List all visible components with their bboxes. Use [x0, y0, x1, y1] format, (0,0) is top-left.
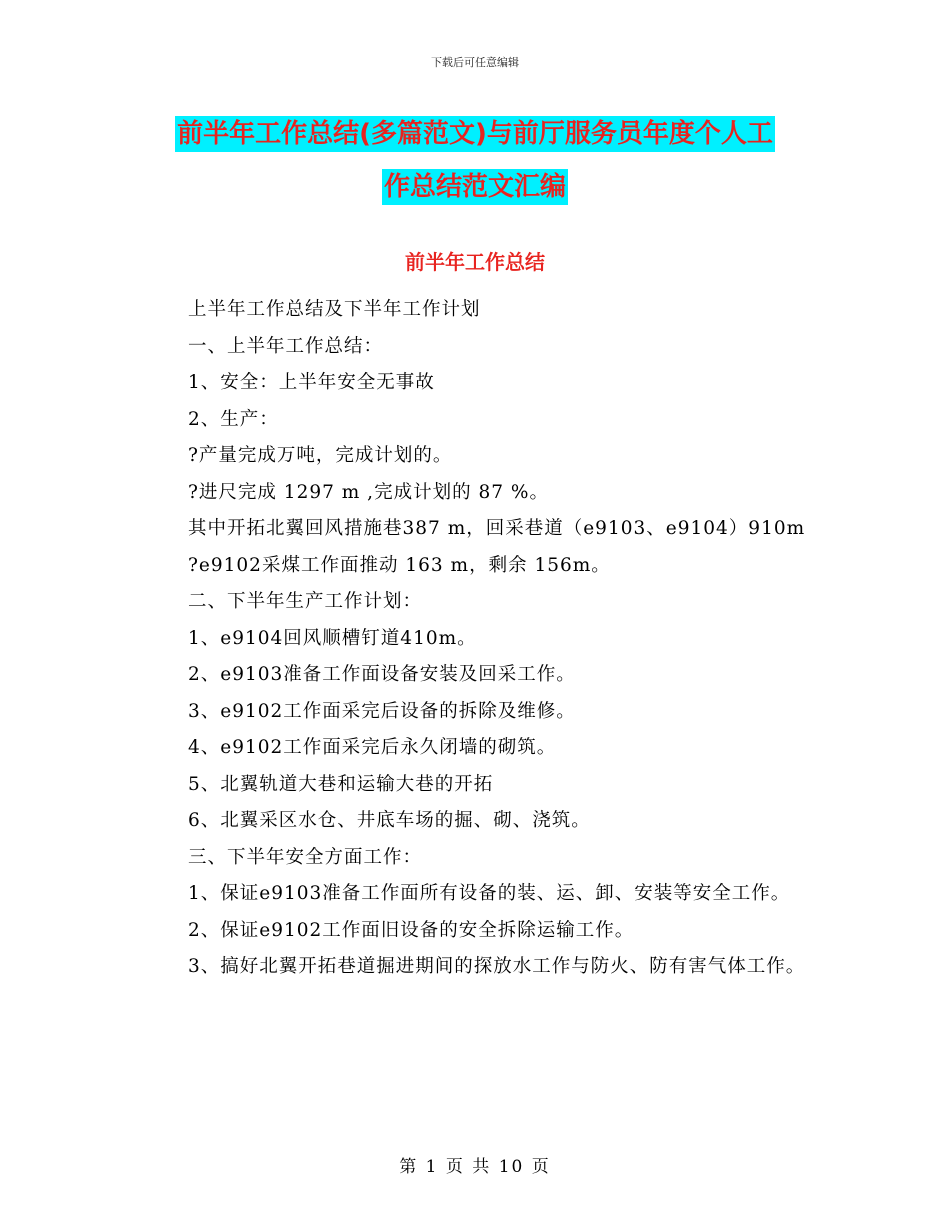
title-line-2: 作总结范文汇编	[382, 169, 568, 205]
paragraph: 6、北翼采区水仓、井底车场的掘、砌、浇筑。	[188, 810, 591, 831]
paragraph: 5、北翼轨道大巷和运输大巷的开拓	[188, 773, 494, 795]
paragraph: 4、e9102工作面采完后永久闭墙的砌筑。	[188, 737, 557, 758]
paragraph: 上半年工作总结及下半年工作计划	[188, 299, 481, 320]
page-footer: 第 1 页 共 10 页	[399, 1157, 551, 1177]
paragraph: 三、下半年安全方面工作：	[188, 846, 423, 868]
paragraph: 其中开拓北翼回风措施巷387 m，回采巷道（e9103、e9104）910m	[188, 518, 806, 539]
paragraph: 2、保证e9102工作面旧设备的安全拆除运输工作。	[188, 919, 635, 941]
title-line-1: 前半年工作总结(多篇范文)与前厅服务员年度个人工	[175, 116, 775, 152]
section-title: 前半年工作总结	[405, 250, 545, 274]
paragraph: ?产量完成万吨，完成计划的。	[188, 445, 453, 466]
paragraph: ?进尺完成 1297 m ,完成计划的 87 %。	[188, 481, 549, 503]
paragraph: 二、下半年生产工作计划：	[188, 591, 423, 612]
header-note: 下载后可任意编辑	[431, 56, 519, 69]
paragraph: 2、e9103准备工作面设备安装及回采工作。	[188, 664, 576, 685]
paragraph: 1、e9104回风顺槽钉道410m。	[188, 627, 477, 649]
paragraph: 1、保证e9103准备工作面所有设备的装、运、卸、安装等安全工作。	[188, 883, 791, 904]
paragraph: 一、上半年工作总结：	[188, 335, 384, 357]
paragraph: 1、安全：上半年安全无事故	[188, 372, 435, 393]
paragraph: 3、搞好北翼开拓巷道掘进期间的探放水工作与防火、防有害气体工作。	[188, 956, 806, 977]
paragraph: ?e9102采煤工作面推动 163 m，剩余 156m。	[188, 554, 611, 576]
document-title	[140, 108, 810, 214]
paragraph: 3、e9102工作面采完后设备的拆除及维修。	[188, 700, 576, 722]
body-text	[142, 292, 810, 986]
paragraph: 2、生产：	[188, 408, 279, 430]
